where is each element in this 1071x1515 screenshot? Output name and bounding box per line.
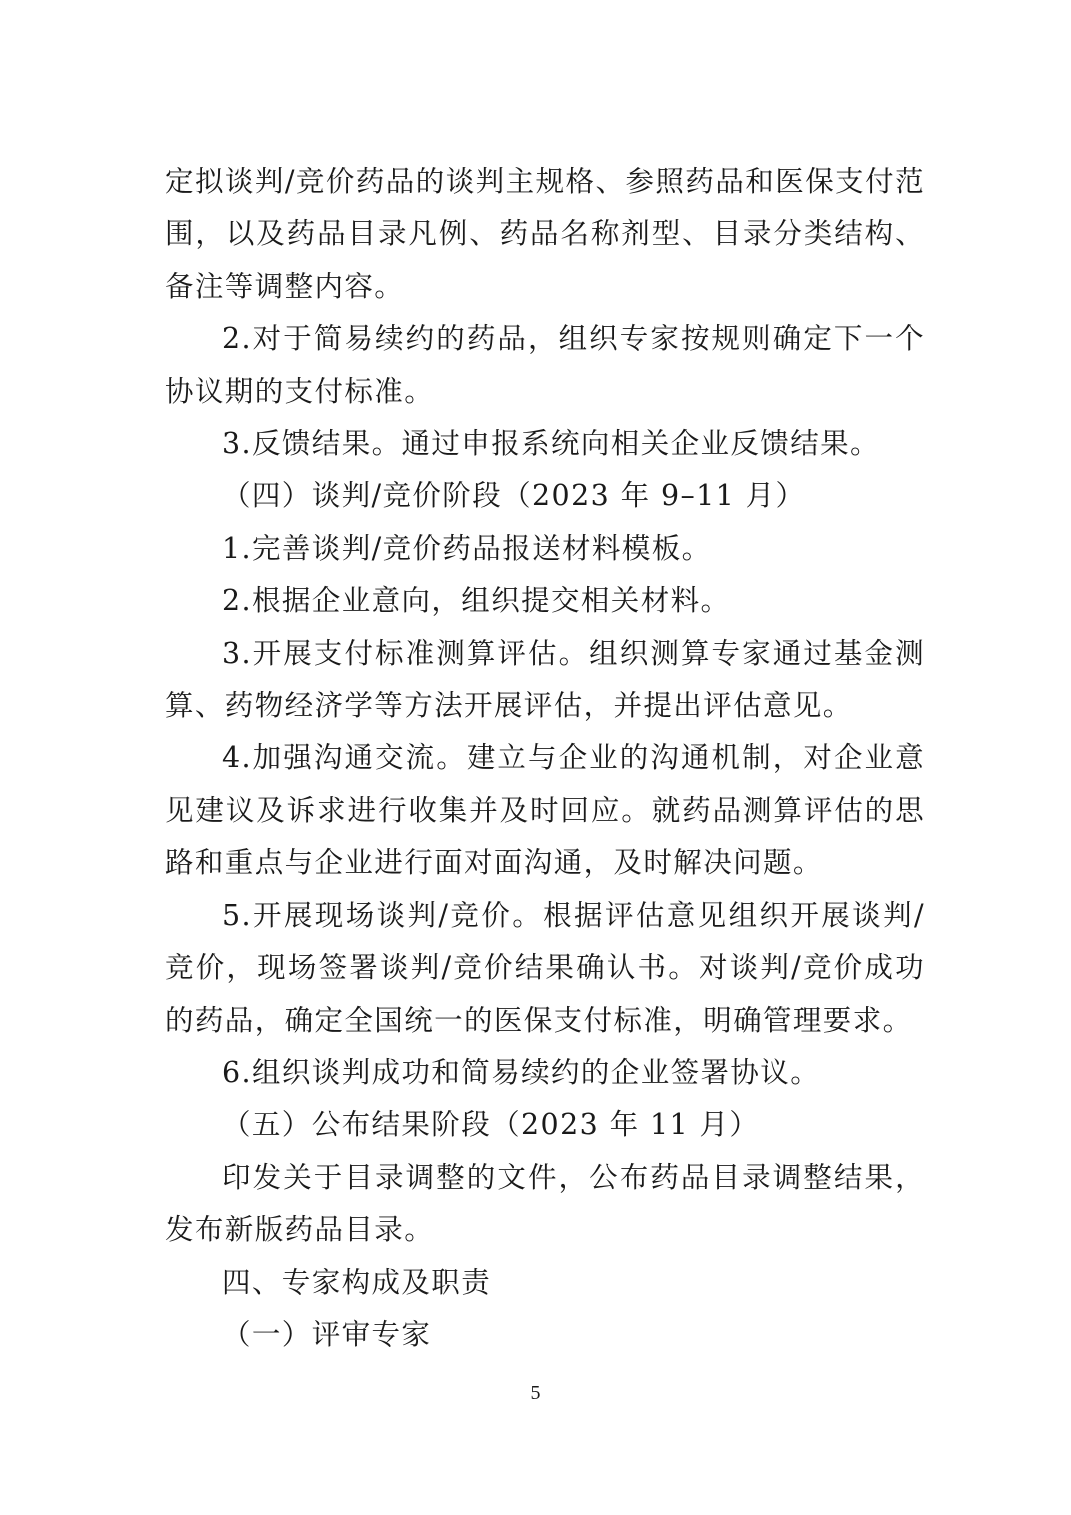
paragraph-publish: 印发关于目录调整的文件，公布药品目录调整结果，发布新版药品目录。 [165, 1160, 925, 1247]
paragraph-item-2b: 2.根据企业意向，组织提交相关材料。 [222, 584, 731, 618]
section-heading-review-experts: （一）评审专家 [222, 1317, 432, 1351]
paragraph-item-1: 1.完善谈判/竞价药品报送材料模板。 [222, 531, 712, 565]
paragraph-item-6: 6.组织谈判成功和简易续约的企业签署协议。 [222, 1055, 821, 1089]
paragraph-item-2: 2.对于简易续约的药品，组织专家按规则确定下一个协议期的支付标准。 [165, 322, 925, 408]
body-text [165, 156, 925, 1361]
section-heading-negotiation-stage: （四）谈判/竞价阶段（2023 年 9–11 月） [222, 479, 806, 513]
paragraph-item-5: 5.开展现场谈判/竞价。根据评估意见组织开展谈判/竞价，现场签署谈判/竞价结果确认书。对谈判/竞价成功的药品，确定全国统一的医保支付标准，明确管理要求。 [165, 898, 925, 1037]
paragraph-item-3b: 3.开展支付标准测算评估。组织测算专家通过基金测算、药物经济学等方法开展评估，并提出评估意见。 [165, 636, 925, 723]
page-number: 5 [530, 1382, 541, 1404]
paragraph-continuation: 定拟谈判/竞价药品的谈判主规格、参照药品和医保支付范围，以及药品目录凡例、药品名称剂型、目录分类结构、备注等调整内容。 [165, 165, 925, 303]
paragraph-item-4: 4.加强沟通交流。建立与企业的沟通机制，对企业意见建议及诉求进行收集并及时回应。就药品测算评估的思路和重点与企业进行面对面沟通，及时解决问题。 [165, 741, 925, 880]
section-heading-experts: 四、专家构成及职责 [222, 1265, 492, 1299]
section-heading-publish-stage: （五）公布结果阶段（2023 年 11 月） [222, 1108, 760, 1142]
paragraph-item-3: 3.反馈结果。通过申报系统向相关企业反馈结果。 [222, 427, 880, 461]
